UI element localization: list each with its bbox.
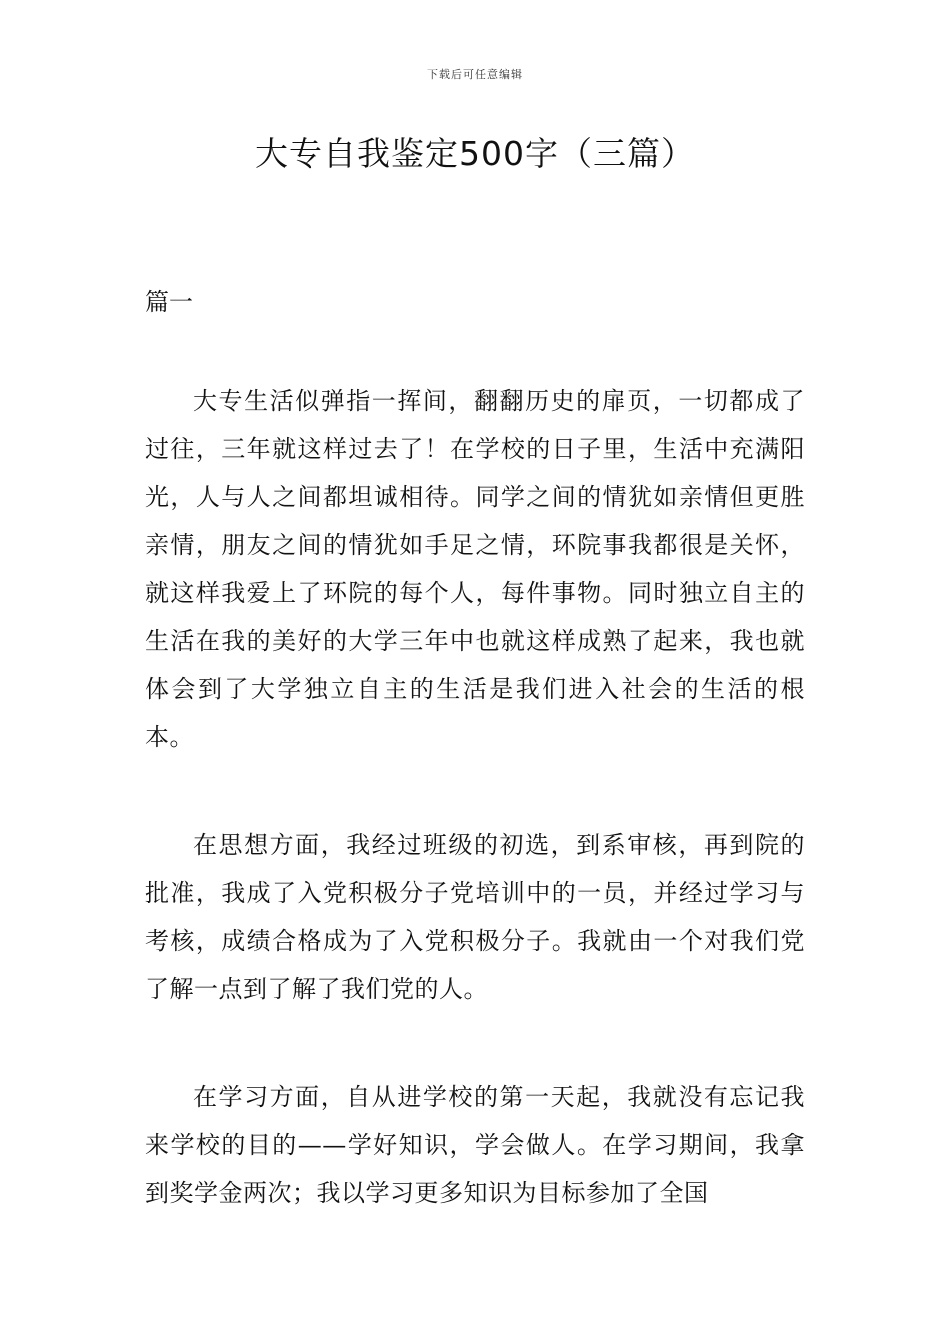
paragraph-1: 大专生活似弹指一挥间，翻翻历史的扉页，一切都成了过往，三年就这样过去了！在学校的日子里，生活中充满阳光，人与人之间都坦诚相待。同学之间的情犹如亲情但更胜亲情，朋友之间的情犹如手足之情，环院事我都很是关怀，就这样我爱上了环院的每个人，每件事物。同时独立自主的生活在我的美好的大学三年中也就这样成熟了起来，我也就体会到了大学独立自主的生活是我们进入社会的生活的根本。 (145, 387, 805, 751)
section-heading: 篇一 (145, 288, 193, 316)
paragraph-2: 在思想方面，我经过班级的初选，到系审核，再到院的批准，我成了入党积极分子党培训中的一员，并经过学习与考核，成绩合格成为了入党积极分子。我就由一个对我们党了解一点到了解了我们党的人。 (145, 831, 805, 1003)
document-body (145, 278, 805, 1277)
header-note: 下载后可任意编辑 (427, 68, 523, 81)
document-title: 大专自我鉴定500字（三篇） (255, 134, 695, 173)
paragraph-3: 在学习方面，自从进学校的第一天起，我就没有忘记我来学校的目的——学好知识，学会做人。在学习期间，我拿到奖学金两次；我以学习更多知识为目标参加了全国 (145, 1083, 805, 1207)
